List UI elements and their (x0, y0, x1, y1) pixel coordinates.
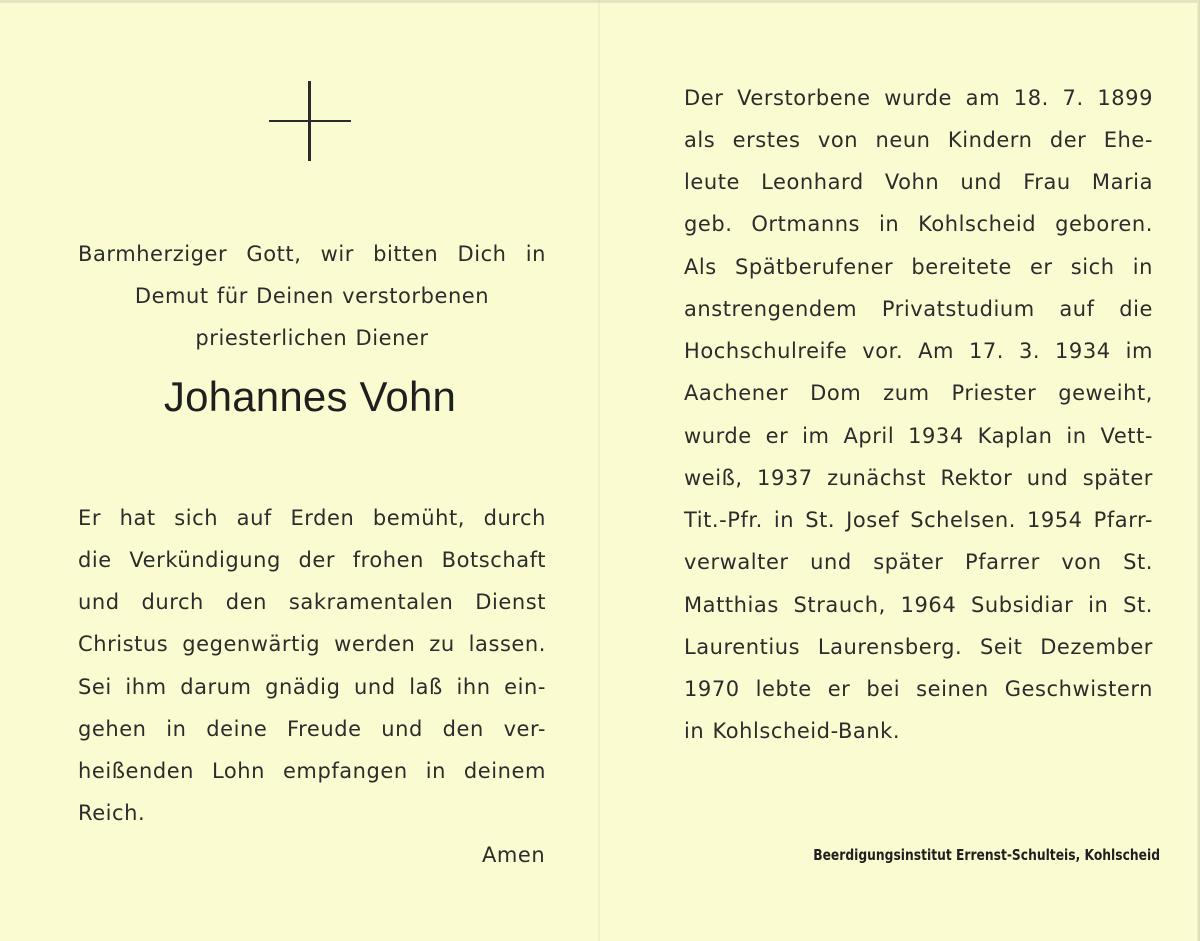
biography-line: als erstes von neun Kindern der Ehe- (684, 128, 1153, 152)
biography-line: weiß, 1937 zunächst Rektor und später (684, 466, 1153, 490)
card-fold (598, 0, 600, 941)
prayer-line-3: priesterlichen Diener (195, 326, 429, 350)
biography-line: Tit.-Pfr. in St. Josef Schelsen. 1954 Pfarr- (684, 508, 1153, 532)
biography-line: geb. Ortmanns in Kohlscheid geboren. (684, 212, 1153, 236)
biography-line: Hochschulreife vor. Am 17. 3. 1934 im (684, 339, 1153, 363)
deceased-name: Johannes Vohn (163, 373, 457, 420)
prayer-line-2: Demut für Deinen verstorbenen (134, 284, 490, 308)
biography-line: verwalter und später Pfarrer von St. (684, 550, 1153, 574)
prayer-body-line: gehen in deine Freude und den ver- (78, 717, 546, 741)
biography-line: Als Spätberufener bereitete er sich in (684, 255, 1153, 279)
prayer-line-1: Barmherziger Gott, wir bitten Dich in (78, 242, 546, 266)
biography-line: wurde er im April 1934 Kaplan in Vett- (684, 424, 1153, 448)
biography-line: leute Leonhard Vohn und Frau Maria (684, 170, 1153, 194)
biography-line: Laurentius Laurensberg. Seit Dezember (684, 635, 1153, 659)
prayer-body-line: Er hat sich auf Erden bemüht, durch (78, 506, 546, 530)
biography-line: 1970 lebte er bei seinen Geschwistern (684, 677, 1153, 701)
funeral-home-imprint: Beerdigungsinstitut Errenst-Schulteis, Kohlscheid (813, 846, 1160, 864)
biography-line: Aachener Dom zum Priester geweiht, (684, 381, 1153, 405)
biography-line: in Kohlscheid-Bank. (684, 719, 901, 743)
prayer-body-line: Reich. (78, 801, 146, 825)
biography-line: anstrengendem Privatstudium auf die (684, 297, 1153, 321)
amen: Amen (482, 843, 546, 867)
biography-line: Matthias Strauch, 1964 Subsidiar in St. (684, 593, 1153, 617)
prayer-body-line: Sei ihm darum gnädig und laß ihn ein- (78, 675, 546, 699)
prayer-body-line: die Verkündigung der frohen Botschaft (78, 548, 546, 572)
prayer-body-line: heißenden Lohn empfangen in deinem (78, 759, 546, 783)
card-top-edge (0, 0, 1200, 3)
cross-icon (269, 81, 351, 161)
prayer-body-line: Christus gegenwärtig werden zu lassen. (78, 632, 546, 656)
prayer-body-line: und durch den sakramentalen Dienst (78, 590, 546, 614)
biography-line: Der Verstorbene wurde am 18. 7. 1899 (684, 86, 1153, 110)
